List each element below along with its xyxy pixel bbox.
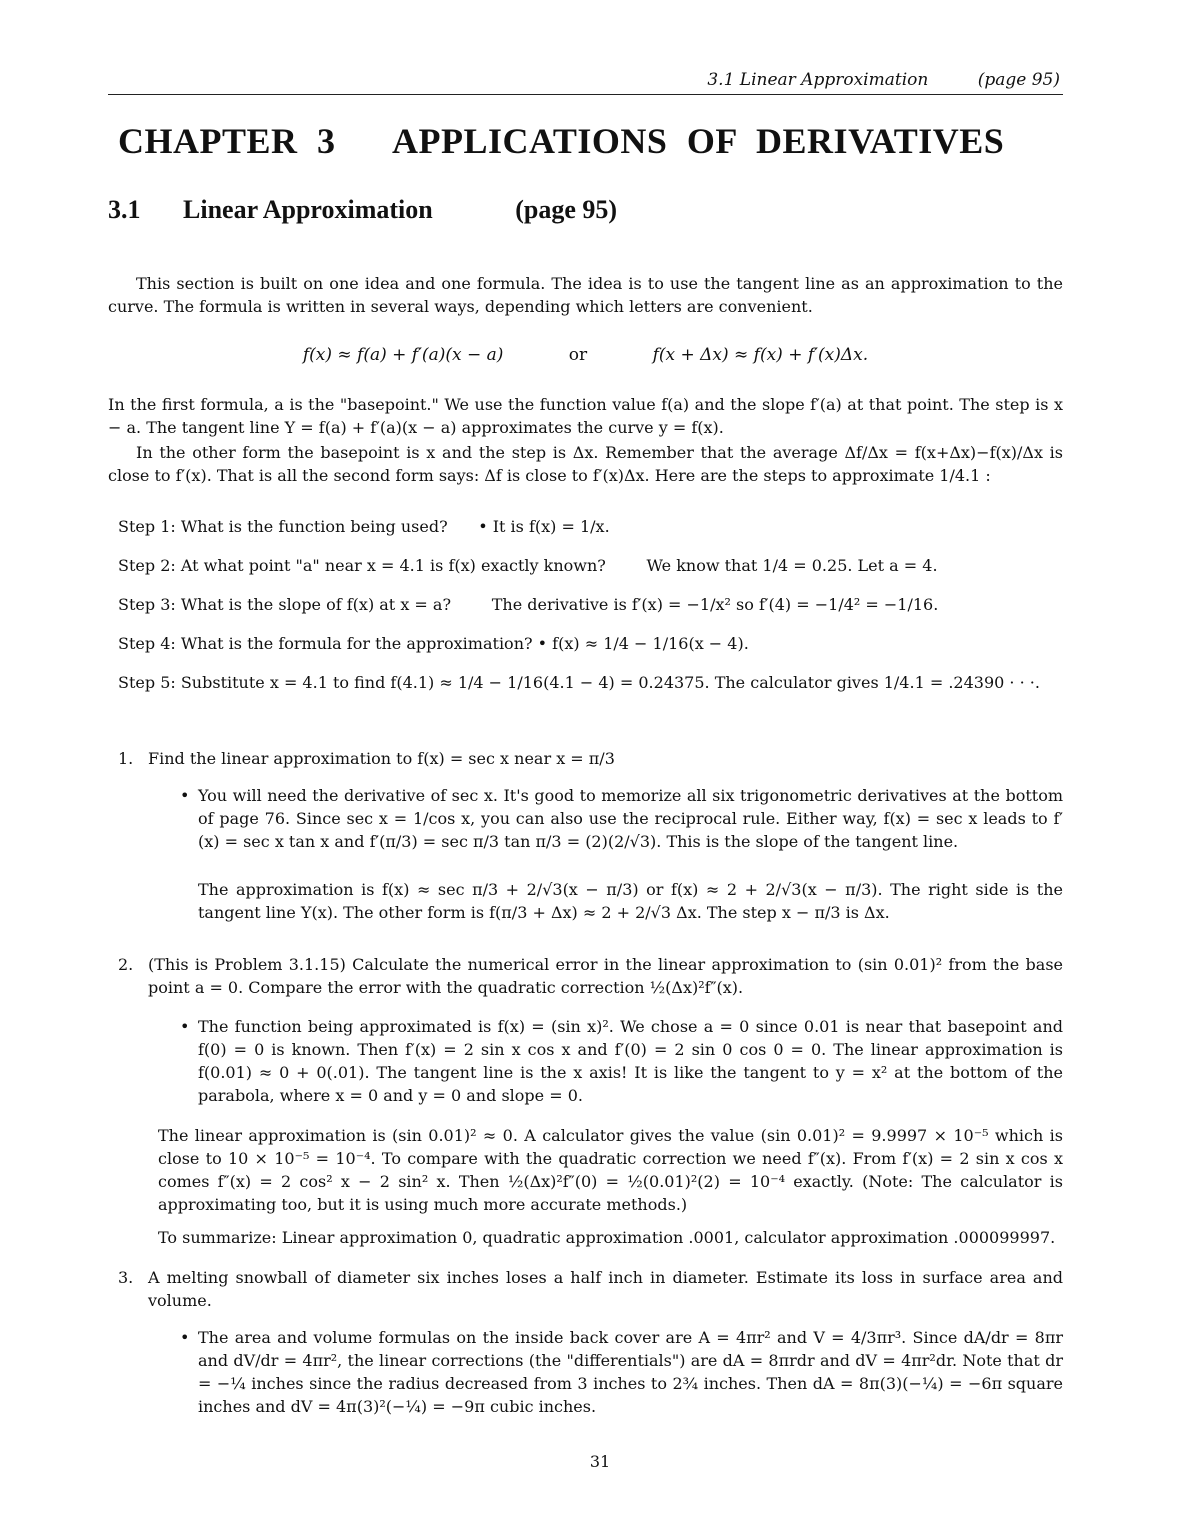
problem-number: 1. <box>118 749 134 768</box>
intro-paragraph: This section is built on one idea and one formula. The idea is to use the tangent line as an approximation to the curve. The formula is written in several ways, depending which letters are convenient. <box>108 274 1063 316</box>
problem-text: Find the linear approximation to f(x) = sec x near x = π/3 <box>148 749 615 768</box>
linear-approx-formula <box>108 345 1063 365</box>
bullet-text: The function being approximated is f(x) = (sin x)². We chose a = 0 since 0.01 is near that basepoint and f(0) = 0 is known. Then f′(x) = 2 sin x cos x and f′(0) = 2 sin 0 cos 0 = 0. The linear approximation is f(0.01) ≈ 0 + 0(.01). The tangent line is the x axis! It is like the tangent to y = x² at the bottom of the parabola, where x = 0 and y = 0 and slope = 0. <box>198 1017 1063 1105</box>
problem-2-continuation: The linear approximation is (sin 0.01)² ≈ 0. A calculator gives the value (sin 0.01)² = 9.9997 × 10⁻⁵ which is close to 10 × 10⁻⁵ = 10⁻⁴. To compare with the quadratic correction we need f″(x). From f′(x) = 2 sin x cos x comes f″(x) = 2 cos² x − 2 sin² x. Then ½(Δx)²f″(0) = ½(0.01)²(2) = 10⁻⁴ exactly. (Note: The calculator is approximating too, but it is using much more accurate methods.) <box>158 1126 1063 1214</box>
formula-or: or <box>568 345 588 365</box>
problem-3-bullet <box>180 1326 1063 1418</box>
running-head-section: 3.1 Linear Approximation <box>707 70 929 90</box>
section-title: Linear Approximation <box>183 195 433 224</box>
section-heading <box>108 195 617 225</box>
problem-number: 2. <box>118 955 134 974</box>
bullet-icon: • <box>180 786 190 805</box>
problem-text: (This is Problem 3.1.15) Calculate the numerical error in the linear approximation to (sin 0.01)² from the base point a = 0. Compare the error with the quadratic correction ½(Δx)²f″(x). <box>148 955 1063 997</box>
problem-1-bullet <box>180 784 1063 853</box>
running-head-page: (page 95) <box>977 70 1060 90</box>
header-rule <box>108 94 1063 95</box>
problem-number: 3. <box>118 1268 134 1287</box>
formula-left: f(x) ≈ f(a) + f′(a)(x − a) <box>302 345 504 365</box>
section-page: (page 95) <box>515 195 618 224</box>
problem-2-bullet <box>180 1015 1063 1107</box>
step-3: Step 3: What is the slope of f(x) at x = a? The derivative is f′(x) = −1/x² so f′(4) = −1/4² = −1/16. <box>118 595 939 614</box>
bullet-icon: • <box>180 1017 190 1036</box>
running-head <box>707 70 1060 90</box>
step-5: Step 5: Substitute x = 4.1 to find f(4.1) ≈ 1/4 − 1/16(4.1 − 4) = 0.24375. The calculator gives 1/4.1 = .24390 · · ·. <box>118 673 1040 692</box>
problem-3 <box>118 1266 1063 1312</box>
problem-1 <box>118 747 1063 770</box>
step-4: Step 4: What is the formula for the approximation? • f(x) ≈ 1/4 − 1/16(x − 4). <box>118 634 749 653</box>
page-number: 31 <box>589 1452 611 1471</box>
problem-2-summary: To summarize: Linear approximation 0, quadratic approximation .0001, calculator approximation .000099997. <box>158 1228 1056 1247</box>
step-2: Step 2: At what point "a" near x = 4.1 is f(x) exactly known? We know that 1/4 = 0.25. Let a = 4. <box>118 556 938 575</box>
paragraph-other-form: In the other form the basepoint is x and the step is Δx. Remember that the average Δf/Δx = f(x+Δx)−f(x)/Δx is close to f′(x). That is all the second form says: Δf is close to f′(x)Δx. Here are the steps to approximate 1/4.1 : <box>108 443 1063 485</box>
formula-right: f(x + Δx) ≈ f(x) + f′(x)Δx. <box>652 345 869 365</box>
problem-2 <box>118 953 1063 999</box>
bullet-icon: • <box>180 1328 190 1347</box>
chapter-title: CHAPTER 3 APPLICATIONS OF DERIVATIVES <box>118 121 1005 161</box>
section-number: 3.1 <box>108 195 141 224</box>
bullet-text: The area and volume formulas on the inside back cover are A = 4πr² and V = 4/3πr³. Since dA/dr = 8πr and dV/dr = 4πr², the linear corrections (the "differentials") are dA = 8πrdr and dV = 4πr²dr. Note that dr = −¼ inches since the radius decreased from 3 inches to 2¾ inches. Then dA = 8π(3)(−¼) = −6π square inches and dV = 4π(3)²(−¼) = −9π cubic inches. <box>198 1328 1063 1416</box>
problem-1-continuation: The approximation is f(x) ≈ sec π/3 + 2/√3(x − π/3) or f(x) ≈ 2 + 2/√3(x − π/3). The right side is the tangent line Y(x). The other form is f(π/3 + Δx) ≈ 2 + 2/√3 Δx. The step x − π/3 is Δx. <box>198 880 1063 922</box>
paragraph-basepoint: In the first formula, a is the "basepoint." We use the function value f(a) and the slope f′(a) at that point. The step is x − a. The tangent line Y = f(a) + f′(a)(x − a) approximates the curve y = f(x). <box>108 395 1063 437</box>
bullet-text: You will need the derivative of sec x. It's good to memorize all six trigonometric derivatives at the bottom of page 76. Since sec x = 1/cos x, you can also use the reciprocal rule. Either way, f(x) = sec x leads to f′(x) = sec x tan x and f′(π/3) = sec π/3 tan π/3 = (2)(2/√3). This is the slope of the tangent line. <box>198 786 1063 851</box>
problem-text: A melting snowball of diameter six inches loses a half inch in diameter. Estimate its loss in surface area and volume. <box>148 1268 1063 1310</box>
step-1: Step 1: What is the function being used? • It is f(x) = 1/x. <box>118 517 610 536</box>
